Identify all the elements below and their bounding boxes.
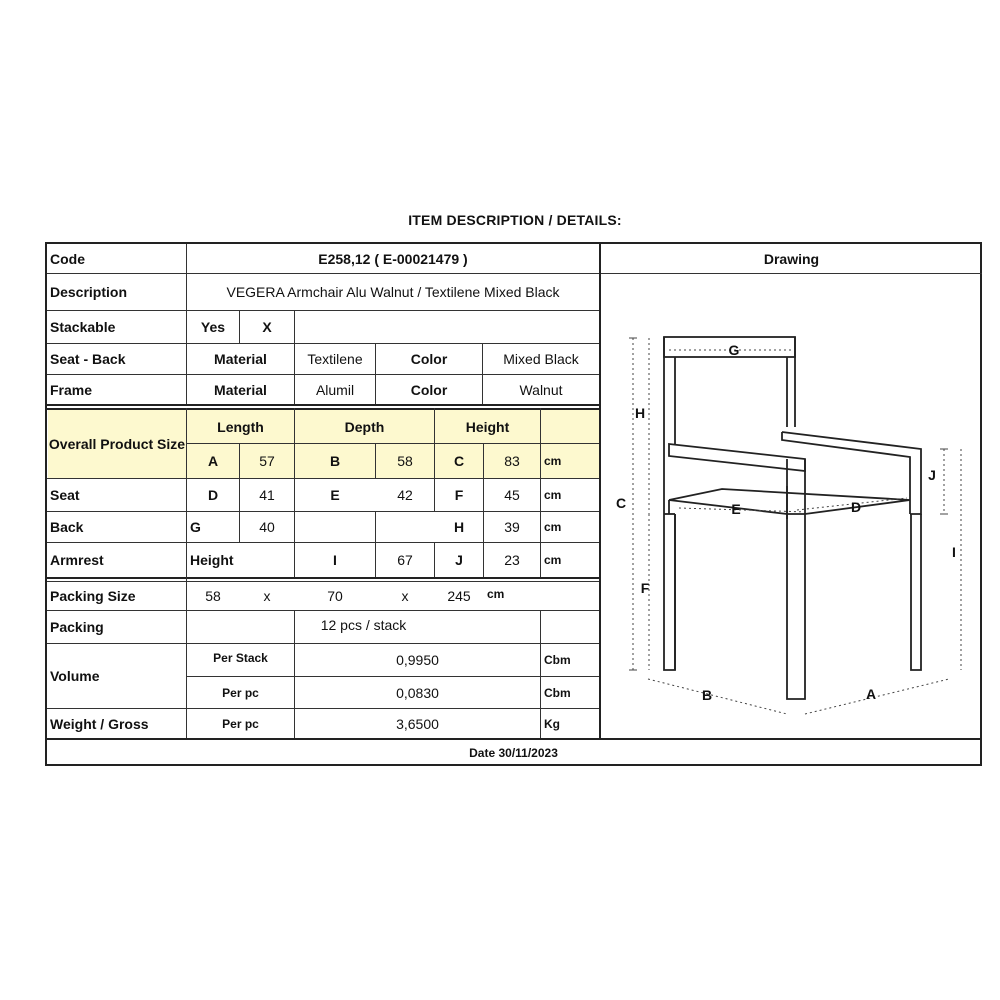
dim-f-letter: F — [454, 487, 464, 503]
dim-g-letter: G — [190, 519, 201, 535]
dim-i-letter: I — [333, 552, 337, 568]
weight-per-pc-label: Per pc — [222, 716, 259, 731]
armrest-label: Armrest — [50, 552, 104, 568]
spec-sheet — [45, 242, 982, 766]
description-value: VEGERA Armchair Alu Walnut / Textilene Mixed Black — [226, 284, 560, 300]
back-label: Back — [50, 519, 84, 535]
seat-back-material-label: Material — [214, 351, 267, 367]
frame-material-label: Material — [214, 381, 267, 398]
date-label: Date 30/11/2023 — [469, 746, 558, 760]
dim-c-value: 83 — [484, 444, 540, 478]
description-label: Description — [50, 284, 128, 300]
drawing-letter-g: G — [728, 342, 740, 358]
dim-g-value: 40 — [259, 519, 275, 535]
packing-value: 12 pcs / stack — [320, 617, 407, 633]
drawing-letter-f: F — [640, 580, 650, 596]
dim-j-letter: J — [455, 552, 463, 568]
header-blank — [541, 410, 599, 443]
dim-b-value: 58 — [376, 444, 434, 478]
stackable-mark: X — [262, 319, 272, 335]
seat-back-color: Mixed Black — [503, 351, 579, 367]
dim-e-value: 42 — [397, 487, 413, 503]
frame-color-label: Color — [410, 381, 448, 398]
volume-per-pc-unit: Cbm — [544, 685, 571, 700]
dim-b-letter: B — [295, 444, 375, 478]
weight-value: 3,6500 — [396, 715, 439, 732]
code-value: E258,12 ( E-00021479 ) — [318, 250, 468, 267]
drawing-letter-e: E — [731, 501, 741, 517]
volume-per-pc-value: 0,0830 — [396, 684, 439, 701]
dim-d-value: 41 — [259, 487, 275, 503]
packing-width: 70 — [327, 588, 343, 604]
drawing-letter-c: C — [615, 495, 627, 511]
drawing-header: Drawing — [763, 250, 820, 267]
armrest-height-label: Height — [190, 552, 234, 568]
drawing-letter-a: A — [865, 686, 877, 702]
packing-height: 245 — [447, 588, 471, 604]
back-unit: cm — [544, 520, 562, 534]
stackable-label: Stackable — [50, 319, 116, 335]
drawing-letter-j: J — [928, 467, 936, 483]
length-header: Length — [187, 410, 294, 443]
volume-per-pc-label: Per pc — [222, 685, 259, 700]
packing-size-unit: cm — [487, 587, 505, 601]
dim-a-value: 57 — [240, 444, 294, 478]
drawing-letter-i: I — [952, 544, 956, 560]
dim-i-value: 67 — [397, 552, 413, 568]
dim-e-letter: E — [330, 487, 340, 503]
packing-x1: x — [263, 588, 271, 604]
seat-back-material: Textilene — [307, 351, 363, 367]
dim-j-value: 23 — [504, 552, 520, 568]
dim-h-letter: H — [453, 519, 465, 535]
weight-unit: Kg — [544, 716, 560, 731]
overall-unit: cm — [541, 444, 599, 478]
dim-f-value: 45 — [504, 487, 520, 503]
volume-label: Volume — [50, 668, 100, 684]
volume-per-stack-label: Per Stack — [213, 651, 268, 665]
height-header: Height — [435, 410, 540, 443]
drawing-letter-h: H — [634, 405, 646, 421]
chair-drawing — [601, 274, 982, 738]
stackable-yes: Yes — [200, 319, 226, 335]
drawing-letter-d: D — [850, 499, 862, 515]
page-title: ITEM DESCRIPTION / DETAILS: — [408, 212, 622, 228]
packing-size-label: Packing Size — [50, 588, 136, 604]
seat-back-color-label: Color — [410, 351, 448, 367]
dim-d-letter: D — [207, 487, 219, 503]
armrest-unit: cm — [544, 553, 562, 567]
seat-back-label: Seat - Back — [50, 351, 126, 367]
frame-label: Frame — [50, 381, 93, 398]
drawing-letter-b: B — [701, 687, 713, 703]
packing-length: 58 — [205, 588, 221, 604]
packing-x2: x — [401, 588, 409, 604]
depth-header: Depth — [295, 410, 434, 443]
seat-unit: cm — [544, 488, 562, 502]
weight-label: Weight / Gross — [50, 715, 149, 732]
volume-per-stack-value: 0,9950 — [396, 652, 439, 668]
dim-h-value: 39 — [504, 519, 520, 535]
dim-c-letter: C — [435, 444, 483, 478]
overall-size-label: Overall Product Size — [48, 410, 186, 478]
seat-label: Seat — [50, 487, 80, 503]
volume-per-stack-unit: Cbm — [544, 653, 571, 667]
code-label: Code — [50, 250, 85, 267]
dim-a-letter: A — [187, 444, 239, 478]
frame-material: Alumil — [315, 381, 355, 398]
packing-label: Packing — [50, 619, 104, 635]
frame-color: Walnut — [519, 381, 563, 398]
